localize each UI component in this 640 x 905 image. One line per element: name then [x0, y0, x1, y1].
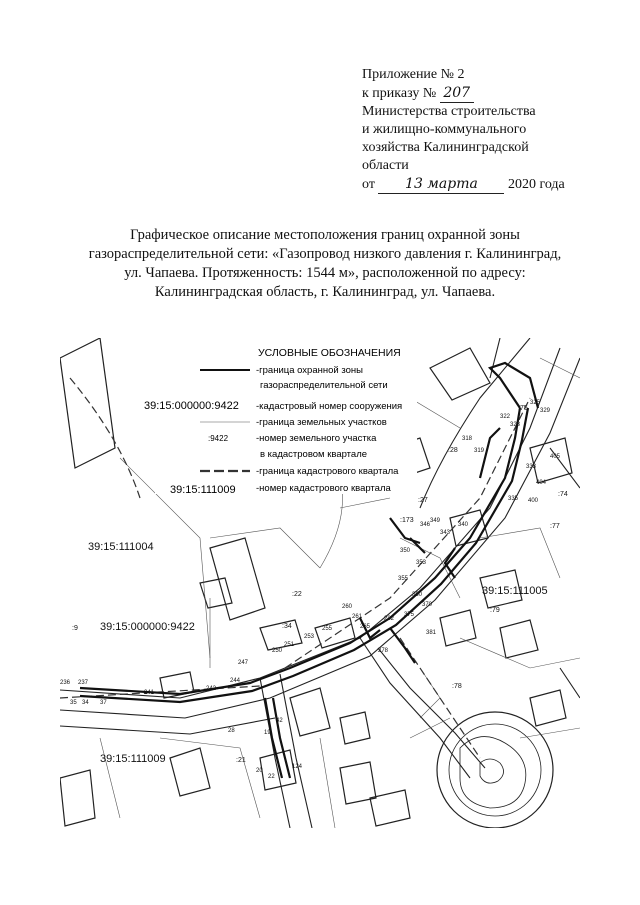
point-333: 333: [526, 464, 537, 470]
date-line: [362, 175, 632, 194]
point-319: 319: [474, 448, 485, 454]
point-349: 349: [430, 518, 441, 524]
point-255: 255: [322, 626, 333, 632]
map-svg: [60, 338, 580, 828]
point-278: 278: [378, 648, 389, 654]
legend-item-zone-2: газораспределительной сети: [260, 380, 388, 391]
appendix-number: Приложение № 2: [362, 67, 465, 82]
plot-27: :27: [418, 497, 428, 504]
label-structure: 39:15:000000:9422: [100, 621, 195, 633]
legend-heading: УСЛОВНЫЕ ОБОЗНАЧЕНИЯ: [258, 347, 401, 359]
title-line-1: Графическое описание местоположения границ охранной зоны: [130, 227, 520, 243]
plot-9: :9: [72, 625, 78, 632]
legend: [144, 342, 417, 496]
legend-sample-plot: :9422: [208, 434, 229, 443]
point-350: 350: [400, 548, 411, 554]
cadastral-map: [60, 338, 580, 828]
point-318: 318: [462, 436, 473, 442]
legend-item-structure: -кадастровый номер сооружения: [256, 401, 403, 412]
plot-75: :75: [518, 405, 528, 412]
legend-item-zone: -граница охранной зоны: [256, 365, 363, 376]
point-405: 405: [550, 454, 561, 460]
point-28: 28: [228, 728, 235, 734]
ministry-line-4: области: [362, 158, 409, 173]
legend-sample-structure: 39:15:000000:9422: [144, 400, 239, 412]
label-quarter-111004: 39:15:111004: [88, 541, 154, 553]
point-261: 261: [352, 614, 363, 620]
point-346: 346: [420, 522, 431, 528]
plot-21: :21: [236, 757, 246, 764]
point-242: 242: [206, 686, 217, 692]
plot-22: :22: [292, 591, 302, 598]
point-325: 325: [530, 400, 541, 406]
date-handwritten: 13 марта: [378, 175, 504, 194]
title-line-4: Калининградская область, г. Калининград, ул. Чапаева.: [154, 284, 496, 300]
point-370: 370: [422, 602, 433, 608]
order-number: 207: [440, 84, 474, 103]
point-247: 247: [238, 660, 249, 666]
point-35: 35: [70, 700, 77, 706]
legend-item-parcel: -граница земельных участков: [256, 417, 387, 428]
document-title: [60, 226, 590, 302]
point-20: 20: [256, 768, 263, 774]
plot-74: :74: [558, 491, 568, 498]
point-323: 323: [510, 422, 521, 428]
ministry-line-1: Министерства строительства: [362, 104, 536, 119]
order-line: [362, 84, 632, 103]
point-282: 282: [384, 616, 395, 622]
point-19: 19: [264, 730, 271, 736]
point-244: 244: [230, 678, 241, 684]
plot-28: :28: [448, 447, 458, 454]
legend-sample-quarter-number: 39:15:111009: [170, 484, 236, 496]
point-260: 260: [342, 604, 353, 610]
point-236: 236: [60, 680, 71, 686]
label-quarter-111009: 39:15:111009: [100, 753, 166, 765]
point-343: 343: [440, 530, 451, 536]
ministry-line-3: хозяйства Калининградской: [362, 140, 529, 155]
point-404: 404: [536, 480, 547, 486]
date-prefix: от: [362, 177, 375, 192]
date-suffix: 2020 года: [507, 177, 565, 192]
plot-79: :79: [490, 607, 500, 614]
plot-78: :78: [452, 683, 462, 690]
point-251: 251: [284, 642, 295, 648]
point-400: 400: [528, 498, 539, 504]
plot-173: :173: [400, 517, 414, 524]
legend-item-quarter: -граница кадастрового квартала: [256, 466, 399, 477]
point-42: 42: [276, 718, 283, 724]
point-37: 37: [100, 700, 107, 706]
title-line-2: газораспределительной сети: «Газопровод низкого давления г. Калининград,: [88, 246, 562, 262]
point-381: 381: [426, 630, 437, 636]
point-237: 237: [78, 680, 89, 686]
title-line-3: ул. Чапаева. Протяженность: 1544 м», расположенной по адресу:: [124, 265, 526, 281]
point-329: 329: [540, 408, 551, 414]
plot-77: :77: [550, 523, 560, 530]
point-322: 322: [500, 414, 511, 420]
point-34: 34: [82, 700, 89, 706]
point-375: 375: [404, 612, 415, 618]
point-340: 340: [458, 522, 469, 528]
point-241: 241: [144, 690, 155, 696]
point-250: 250: [272, 648, 283, 654]
legend-item-plot-2: в кадастровом квартале: [260, 449, 368, 460]
point-353: 353: [416, 560, 427, 566]
ministry-line-2: и жилищно-коммунального: [362, 122, 527, 137]
point-22: 22: [268, 774, 275, 780]
point-335: 335: [508, 496, 519, 502]
point-265: 265: [360, 624, 371, 630]
order-prefix: к приказу №: [362, 86, 437, 101]
plot-34: :34: [282, 623, 292, 630]
point-253: 253: [304, 634, 315, 640]
point-360: 360: [412, 592, 423, 598]
point-355: 355: [398, 576, 409, 582]
label-quarter-111005: 39:15:111005: [482, 585, 548, 597]
legend-item-plot: -номер земельного участка: [256, 433, 377, 444]
point-124: 124: [292, 764, 303, 770]
appendix-header: [362, 66, 632, 194]
legend-item-quarter-number: -номер кадастрового квартала: [256, 483, 391, 494]
